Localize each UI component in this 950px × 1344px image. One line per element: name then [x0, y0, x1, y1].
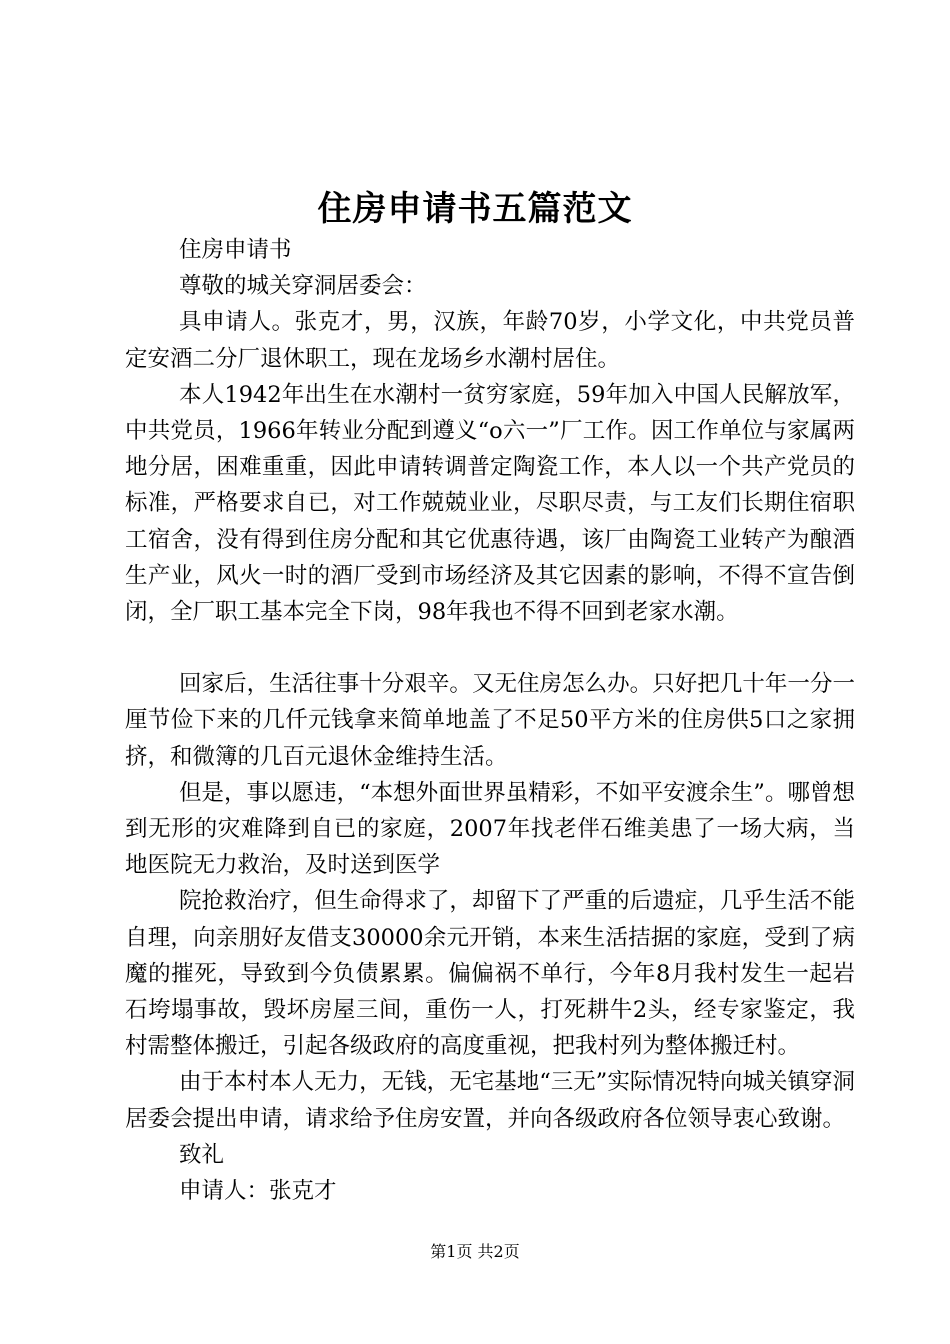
paragraph-disaster: 院抢救治疗，但生命得求了，却留下了严重的后遗症，几乎生活不能自理，向亲朋好友借支30000余元开销，本来生活拮据的家庭，受到了病魔的摧死，导致到今负债累累。偏偏祸不单行，今年8月我村发生一起岩石垮塌事故，毁坏房屋三间，重伤一人，打死耕牛2头，经专家鉴定，我村需整体搬迁，引起各级政府的高度重视，把我村列为整体搬迁村。 [125, 888, 855, 1060]
paragraph-signature: 申请人：张克才 [179, 1178, 337, 1205]
paragraph-request: 由于本村本人无力，无钱，无宅基地“三无”实际情况特向城关镇穿洞居委会提出申请，请求给予住房安置，并向各级政府各位领导衷心致谢。 [125, 1069, 855, 1132]
paragraph-applicant-intro: 具申请人。张克才，男，汉族，年龄70岁，小学文化，中共党员普定安酒二分厂退休职工，现在龙场乡水潮村居住。 [125, 309, 855, 372]
document-title: 住房申请书五篇范文 [317, 189, 633, 229]
page-footer: 第1页 共2页 [430, 1242, 520, 1261]
paragraph-closing: 致礼 [179, 1141, 225, 1168]
document-body [125, 232, 855, 1209]
paragraph-illness: 但是，事以愿违，“本想外面世界虽精彩，不如平安渡余生”。哪曾想到无形的灾难降到自已的家庭，2007年找老伴石维美患了一场大病，当地医院无力救治，及时送到医学 [125, 779, 855, 879]
paragraph-background: 本人1942年出生在水潮村一贫穷家庭，59年加入中国人民解放军，中共党员，1966年转业分配到遵义“o六一”厂工作。因工作单位与家属两地分居，困难重重，因此申请转调普定陶瓷工作，本人以一个共产党员的标准，严格要求自已，对工作兢兢业业，尽职尽责，与工友们长期住宿职工宿舍，没有得到住房分配和其它优惠待遇，该厂由陶瓷工业转产为酿酒生产业，风火一时的酒厂受到市场经济及其它因素的影响，不得不宣告倒闭，全厂职工基本完全下岗，98年我也不得不回到老家水潮。 [125, 381, 855, 626]
paragraph-heading: 住房申请书 [179, 237, 292, 263]
paragraph-salutation: 尊敬的城关穿洞居委会： [179, 273, 427, 300]
paragraph-hardship: 回家后，生活往事十分艰辛。又无住房怎么办。只好把几十年一分一厘节俭下来的几仟元钱拿来简单地盖了不足50平方米的住房供5口之家拥挤，和微簿的几百元退休金维持生活。 [125, 671, 855, 770]
